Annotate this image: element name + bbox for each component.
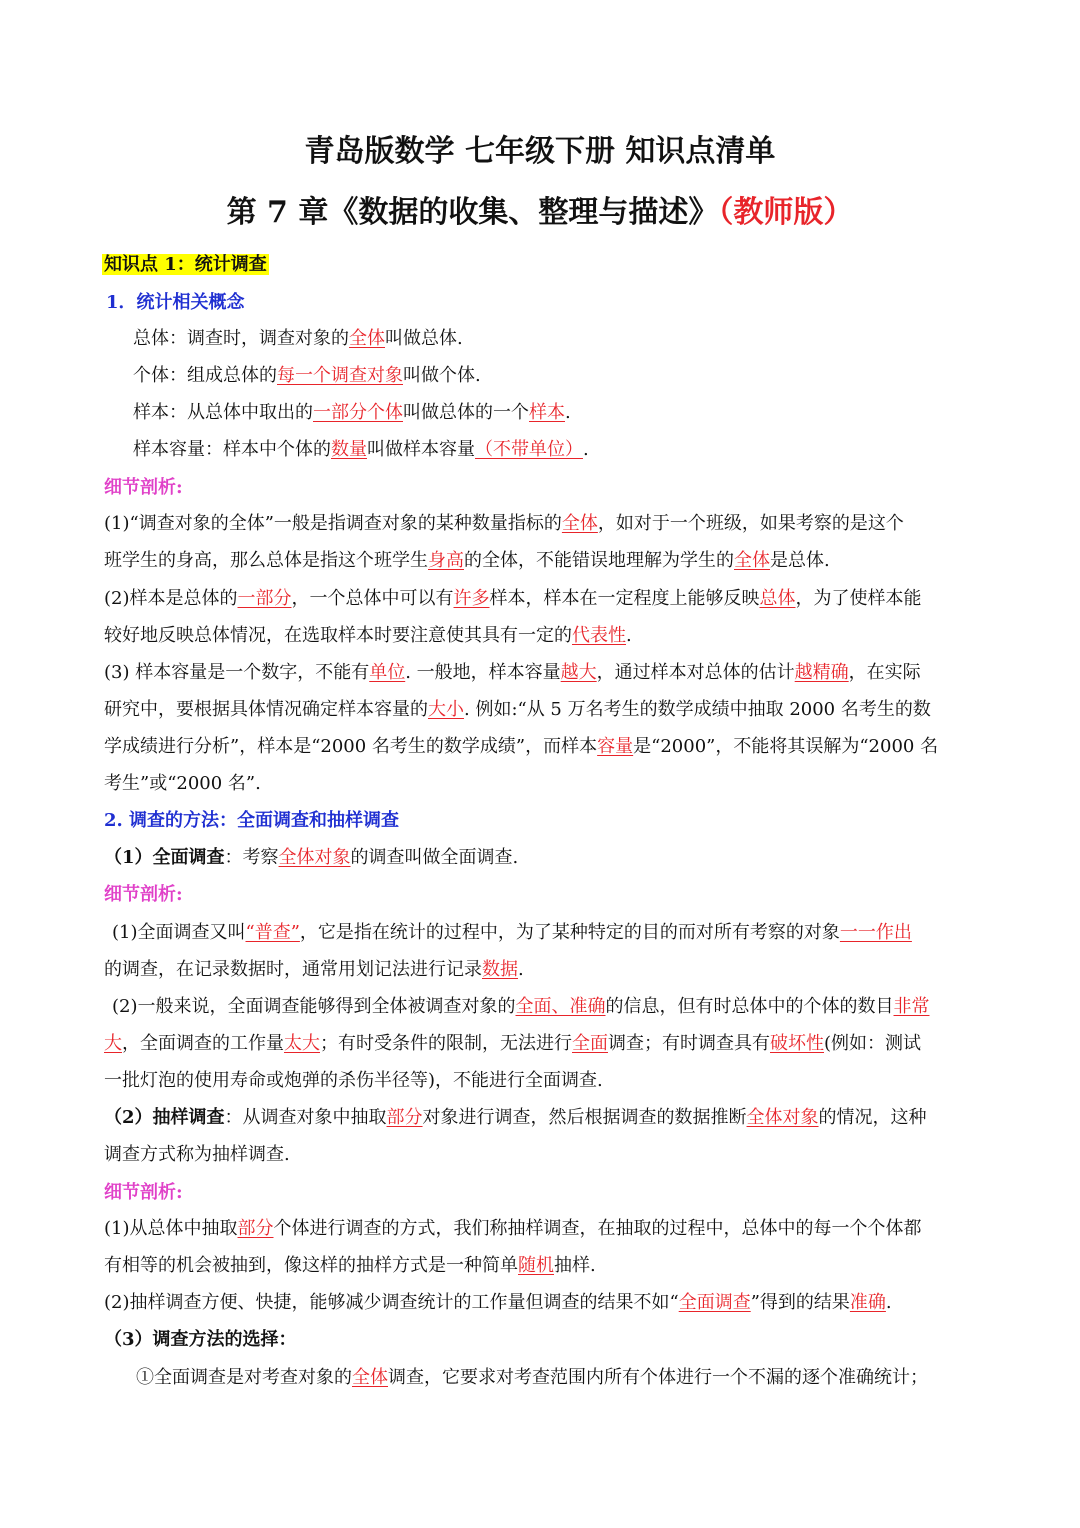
detail-analysis-label: 细节剖析: — [104, 884, 183, 905]
detail-paragraph-line: 较好地反映总体情况，在选取样本时要注意使其具有一定的代表性. — [104, 625, 632, 646]
method-choice-heading: （3）调查方法的选择： — [104, 1329, 297, 1350]
detail-paragraph-line: 研究中，要根据具体情况确定样本容量的大小. 例如:“从 5 万名考生的数学成绩中抽取 2000 名考生的数 — [104, 699, 931, 720]
method-choice-item-1: ①全面调查是对考查对象的全体调查，它要求对考查范围内所有个体进行一个不漏的逐个准确统计； — [136, 1367, 928, 1388]
detail-analysis-label: 细节剖析: — [104, 1182, 183, 1203]
detail-paragraph-line: (1)全面调查又叫“普查”，它是指在统计的过程中，为了某种特定的目的而对所有考察的对象一一作出 — [112, 922, 912, 943]
chapter-title: 第 7 章《数据的收集、整理与描述》 — [226, 195, 719, 230]
subsection-heading-methods: 2. 调查的方法：全面调查和抽样调查 — [104, 810, 400, 831]
sample-survey-definition-cont: 调查方式称为抽样调查. — [104, 1144, 290, 1165]
detail-paragraph-line: 班学生的身高，那么总体是指这个班学生身高的全体，不能错误地理解为学生的全体是总体. — [104, 550, 830, 571]
definition-sample-size: 样本容量：样本中个体的数量叫做样本容量（不带单位）. — [133, 439, 589, 460]
definition-population: 总体：调查时，调查对象的全体叫做总体. — [133, 328, 463, 349]
detail-paragraph-line: (1)“调查对象的全体”一般是指调查对象的某种数量指标的全体，如对于一个班级，如果考察的是这个 — [104, 513, 904, 534]
knowledge-point-heading — [102, 252, 269, 278]
definition-individual: 个体：组成总体的每一个调查对象叫做个体. — [133, 365, 481, 386]
detail-paragraph-line: 有相等的机会被抽到，像这样的抽样方式是一种简单随机抽样. — [104, 1255, 596, 1276]
detail-paragraph-line: 一批灯泡的使用寿命或炮弹的杀伤半径等)，不能进行全面调查. — [104, 1070, 603, 1091]
chapter-subtitle — [0, 193, 1080, 233]
knowledge-point-1-title: 知识点 1：统计调查 — [104, 254, 267, 275]
document-title: 青岛版数学 七年级下册 知识点清单 — [304, 134, 776, 169]
full-survey-definition: （1）全面调查：考察全体对象的调查叫做全面调查. — [104, 847, 519, 868]
detail-paragraph-line: (3) 样本容量是一个数字，不能有单位. 一般地，样本容量越大，通过样本对总体的估计越精确，在实际 — [104, 662, 921, 683]
subsection-heading-concepts: 1．统计相关概念 — [106, 292, 245, 313]
sample-survey-definition: （2）抽样调查：从调查对象中抽取部分对象进行调查，然后根据调查的数据推断全体对象的情况，这种 — [104, 1107, 927, 1128]
detail-paragraph-line: 的调查，在记录数据时，通常用划记法进行记录数据. — [104, 959, 524, 980]
detail-paragraph-line: 考生”或“2000 名”. — [104, 773, 261, 794]
detail-analysis-label: 细节剖析: — [104, 477, 183, 498]
detail-paragraph-line: 大，全面调查的工作量太大；有时受条件的限制，无法进行全面调查；有时调查具有破坏性(例如：测试 — [104, 1033, 922, 1054]
detail-paragraph-line: (2)抽样调查方便、快捷，能够减少调查统计的工作量但调查的结果不如“全面调查”得到的结果准确. — [104, 1292, 892, 1313]
detail-paragraph-line: (1)从总体中抽取部分个体进行调查的方式，我们称抽样调查，在抽取的过程中，总体中的每一个个体都 — [104, 1218, 922, 1239]
edition-label: （教师版） — [718, 195, 854, 230]
detail-paragraph-line: (2)一般来说，全面调查能够得到全体被调查对象的全面、准确的信息，但有时总体中的个体的数目非常 — [112, 996, 930, 1017]
detail-paragraph-line: (2)样本是总体的一部分，一个总体中可以有许多样本，样本在一定程度上能够反映总体，为了使样本能 — [104, 588, 922, 609]
detail-paragraph-line: 学成绩进行分析”，样本是“2000 名考生的数学成绩”，而样本容量是“2000”，不能将其误解为“2000 名 — [104, 736, 939, 757]
definition-sample: 样本：从总体中取出的一部分个体叫做总体的一个样本. — [133, 402, 571, 423]
